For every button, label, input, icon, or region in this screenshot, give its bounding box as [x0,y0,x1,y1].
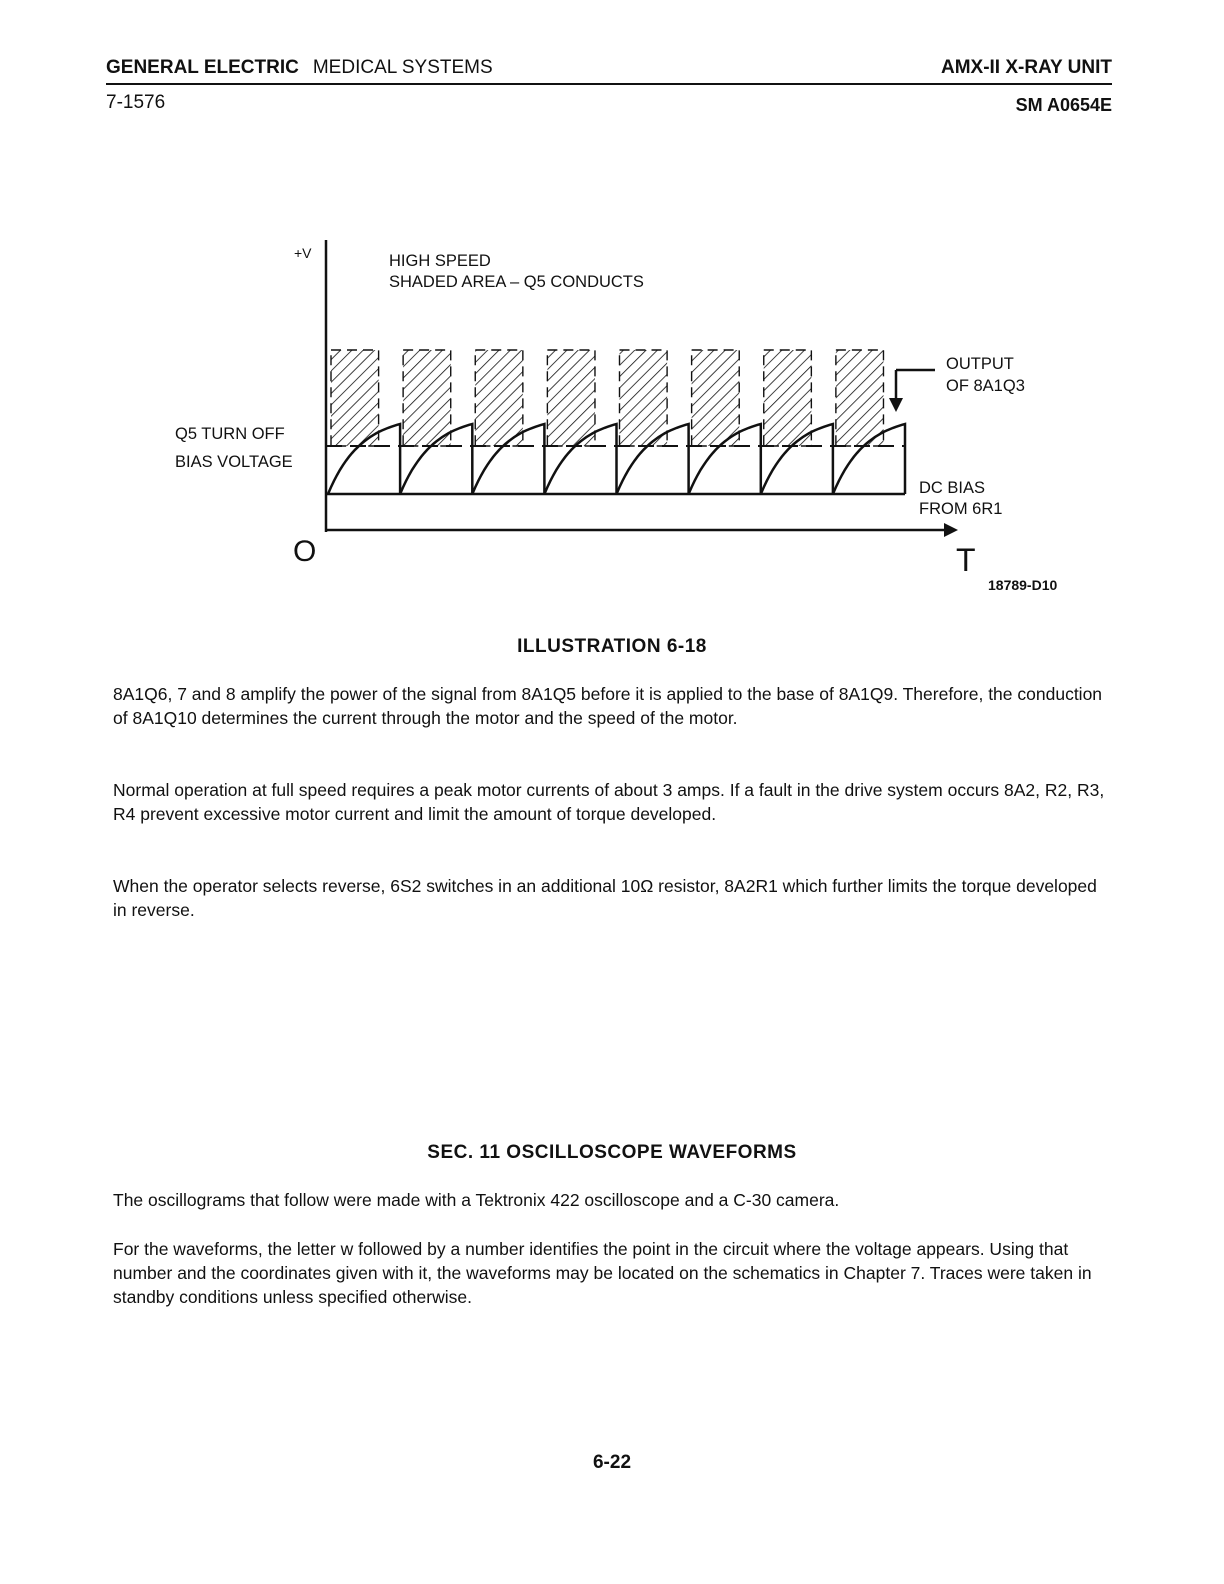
shaded-area-8 [836,350,884,446]
shaded-area-7 [764,350,812,446]
turn-off-bias-label-line1: Q5 TURN OFF [175,425,285,443]
output-pointer-arrowhead [889,398,903,412]
header-product: AMX-II X-RAY UNIT [940,57,1112,78]
time-axis-label: T [956,542,976,578]
section-heading: SEC. 11 OSCILLOSCOPE WAVEFORMS [427,1142,797,1163]
page-number: 6-22 [592,1452,632,1473]
x-axis-arrowhead [944,523,958,537]
manual-number: SM A0654E [1015,95,1112,115]
header-company: GENERAL ELECTRIC [106,57,299,78]
shaded-area-5 [620,350,668,446]
illustration-caption: ILLUSTRATION 6-18 [517,636,707,657]
paragraph-reverse: When the operator selects reverse, 6S2 switches in an additional 10Ω resistor, 8A2R1 which further limits the torque developed in reverse. [113,876,1097,920]
figure-id: 18789-D10 [988,577,1058,593]
shaded-area-2 [403,350,451,446]
header-division: MEDICAL SYSTEMS [312,57,493,78]
doc-number: 7-1576 [106,92,166,113]
paragraph-amplifier: 8A1Q6, 7 and 8 amplify the power of the signal from 8A1Q5 before it is applied to the base of 8A1Q9. Therefore, the conduction of 8A1Q10 determines the current through the motor and the speed of the motor. [113,684,1103,728]
shaded-area-6 [692,350,740,446]
dc-bias-label-line1: DC BIAS [919,479,986,497]
shaded-area-1 [331,350,379,446]
paragraph-motor-current: Normal operation at full speed requires a peak motor currents of about 3 amps. If a fault in the drive system occurs 8A2, R2, R3, R4 prevent excessive motor current and limit the amount of torque developed. [113,780,1105,824]
shaded-area-4 [547,350,595,446]
y-axis-label: +V [294,245,312,261]
output-label-line2: OF 8A1Q3 [946,377,1025,395]
paragraph-waveform-legend: For the waveforms, the letter w followed by a number identifies the point in the circuit where the voltage appears. Using that number and the coordinates given with it, the waveforms may be located on the schematics in Chapter 7. Traces were taken in standby conditions unless specified otherwise. [113,1239,1092,1307]
turn-off-bias-label-line2: BIAS VOLTAGE [175,453,293,471]
paragraph-oscillograms: The oscillograms that follow were made with a Tektronix 422 oscilloscope and a C-30 camera. [113,1190,840,1210]
waveform-diagram [0,0,1224,620]
conduction-shaded-areas [331,350,883,446]
output-label-line1: OUTPUT [946,355,1014,373]
shaded-area-3 [475,350,523,446]
figure-title-line2: SHADED AREA – Q5 CONDUCTS [389,273,644,291]
dc-bias-label-line2: FROM 6R1 [919,500,1003,518]
origin-label: O [293,535,317,568]
figure-title-line1: HIGH SPEED [389,252,491,270]
